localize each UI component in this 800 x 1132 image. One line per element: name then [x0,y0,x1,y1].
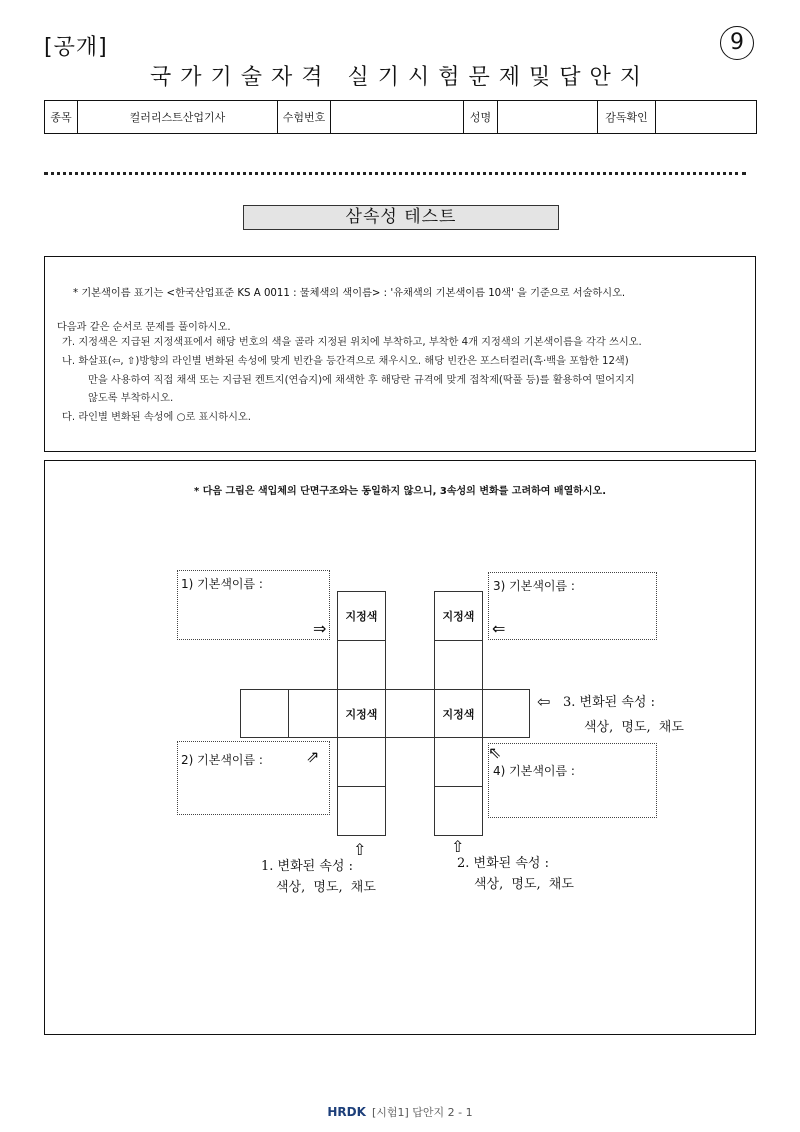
diagram-note: * 다음 그림은 색입체의 단면구조와는 동일하지 않으니, 3속성의 변화를 고려하여 배열하시오. [193,486,607,497]
exam-number-field[interactable] [331,101,464,133]
instruction-ga: 가. 지정색은 지급된 지정색표에서 해당 번호의 색을 골라 지정된 위치에 부착하고, 부착한 4개 지정색의 기본색이름을 각각 쓰시오. [62,337,642,348]
color-cell[interactable] [337,737,386,787]
color-cell[interactable] [434,786,483,836]
field-value: 컬러리스트산업기사 [78,101,278,133]
field-label: 종목 [45,101,78,133]
color-cell[interactable] [240,689,289,738]
page-number-badge: 9 [720,26,754,60]
section-title: 삼속성 테스트 [243,205,559,230]
changed-attribute-2-options[interactable]: 색상, 명도, 채도 [474,877,574,892]
arrow-right-icon: ⇒ [313,619,327,638]
basic-name-label-4: 4) 기본색이름 : [493,764,575,778]
changed-attribute-2-label: 2. 변화된 속성 : [457,856,549,871]
exam-info-table [44,100,757,134]
basic-name-label-1: 1) 기본색이름 : [181,577,263,591]
name-label: 성명 [464,101,498,133]
designated-color-cell-3[interactable]: 지정색 [434,591,483,641]
name-field[interactable] [498,101,598,133]
instruction-na-cont2: 않도록 부착하시오. [88,393,174,404]
instruction-da: 다. 라인별 변화된 속성에 ○로 표시하시오. [62,412,252,423]
color-cell[interactable] [288,689,338,738]
instruction-intro: 다음과 같은 순서로 문제를 풀이하시오. [57,322,231,333]
hrdk-logo: HRDK [327,1105,366,1119]
instruction-na: 나. 화살표(⇦, ⇧)방향의 라인별 변화된 속성에 맞게 빈칸을 등간격으로 채우시오. 해당 빈칸은 포스터컬러(흑·백을 포함한 12색) [62,356,629,367]
designated-color-cell-2[interactable]: 지정색 [337,689,386,738]
exam-number-label: 수험번호 [278,101,331,133]
color-cell[interactable] [385,689,435,738]
supervisor-field[interactable] [656,101,756,133]
changed-attribute-1-label: 1. 변화된 속성 : [261,859,353,874]
page-footer [0,1104,800,1120]
arrow-up-icon: ⇧ [353,840,367,859]
arrow-up-left-icon: ⇖ [488,743,502,762]
color-cell[interactable] [337,640,386,690]
arrow-up-right-icon: ⇗ [306,747,320,766]
footer-text: [시험1] 답안지 2 - 1 [371,1106,473,1119]
changed-attribute-3-options[interactable]: 색상, 명도, 채도 [584,720,684,735]
color-cell[interactable] [337,786,386,836]
arrow-left-icon: ⇐ [492,619,506,638]
designated-color-cell-4[interactable]: 지정색 [434,689,483,738]
supervisor-label: 감독확인 [598,101,656,133]
arrow-up-icon: ⇧ [451,837,465,856]
arrow-left-icon: ⇦ [537,692,551,711]
naming-notice: * 기본색이름 표기는 <한국산업표준 KS A 0011 : 물체색의 색이름> : '유채색의 기본색이름 10색' 을 기준으로 서술하시오. [73,288,626,299]
basic-name-label-3: 3) 기본색이름 : [493,579,575,593]
dotted-divider [44,172,746,175]
color-cell[interactable] [482,689,530,738]
changed-attribute-3-label: 3. 변화된 속성 : [563,695,655,710]
color-cell[interactable] [434,640,483,690]
document-title: 국가기술자격 실기시험문제및답안지 [149,65,651,90]
color-cell[interactable] [434,737,483,787]
basic-name-box-4[interactable] [488,743,657,818]
basic-name-label-2: 2) 기본색이름 : [181,753,263,767]
changed-attribute-1-options[interactable]: 색상, 명도, 채도 [276,880,376,895]
public-tag: [공개] [44,35,108,60]
instruction-na-cont: 만을 사용하여 직접 채색 또는 지급된 켄트지(연습지)에 채색한 후 해당란 규격에 맞게 접착제(딱풀 등)를 활용하여 떨어지지 [88,375,635,386]
designated-color-cell-1[interactable]: 지정색 [337,591,386,641]
